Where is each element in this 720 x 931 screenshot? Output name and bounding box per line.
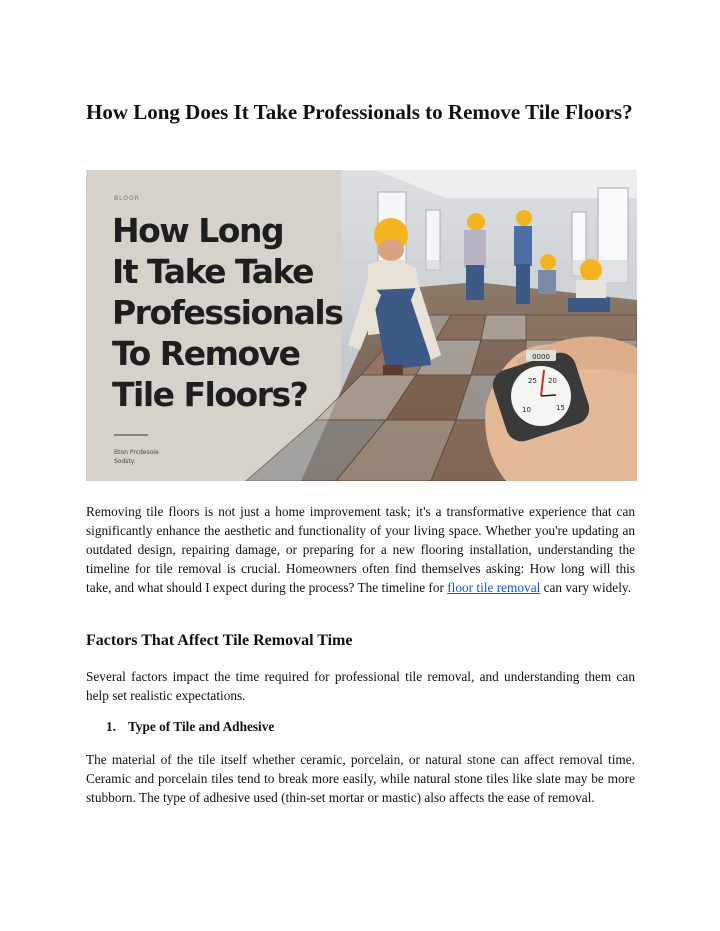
timer-label: 0000 xyxy=(532,353,550,361)
hero-illustration xyxy=(86,170,637,481)
intro-paragraph xyxy=(86,502,635,597)
hero-headline-line: Professionals xyxy=(112,293,343,332)
timer-digit: 10 xyxy=(522,406,531,414)
timer-digit: 15 xyxy=(556,404,565,412)
factors-paragraph: Several factors impact the time required for professional tile removal, and understanding them can help set realistic expectations. xyxy=(86,669,635,704)
factor-list xyxy=(106,717,274,736)
hero-footer-line: Bton Prcdesoie xyxy=(114,449,159,456)
timer-digit: 20 xyxy=(548,377,557,385)
floor-tile-removal-link[interactable]: floor tile removal xyxy=(447,580,541,596)
list-item xyxy=(106,717,274,736)
hero-tag: BLOOR xyxy=(114,195,140,202)
intro-text-end: can vary widely. xyxy=(540,580,631,596)
hero-headline-line: It Take Take xyxy=(112,252,313,291)
timer-digit: 25 xyxy=(528,377,537,385)
hero-headline-line: Tile Floors? xyxy=(112,375,308,414)
hero-headline-line: How Long xyxy=(112,211,284,250)
section-heading: Factors That Affect Tile Removal Time xyxy=(86,632,353,649)
hero-headline-line: To Remove xyxy=(112,334,300,373)
intro-text: Removing tile floors is not just a home improvement task; it's a transformative experience that can significantly enhance the aesthetic and functionality of your living space. Whether you're updating an outdated design, repairing damage, or preparing for a new flooring installation, understanding the timeline for tile removal is crucial. Homeowners often find themselves asking: How long will this take, and what should I expect during the process? The timeline for xyxy=(86,504,635,596)
tile-type-paragraph: The material of the tile itself whether ceramic, porcelain, or natural stone can affect removal time. Ceramic and porcelain tiles tend to break more easily, while natural stone tiles like slate may be more stubborn. The type of adhesive used (thin-set mortar or mastic) also affects the ease of removal. xyxy=(86,752,635,806)
hero-image xyxy=(86,170,637,481)
page-title: How Long Does It Take Professionals to Remove Tile Floors? xyxy=(86,100,633,124)
list-item-label: Type of Tile and Adhesive xyxy=(128,719,275,734)
hero-footer-line: Sodsty. xyxy=(114,458,136,465)
list-item-number: 1. xyxy=(106,719,116,734)
